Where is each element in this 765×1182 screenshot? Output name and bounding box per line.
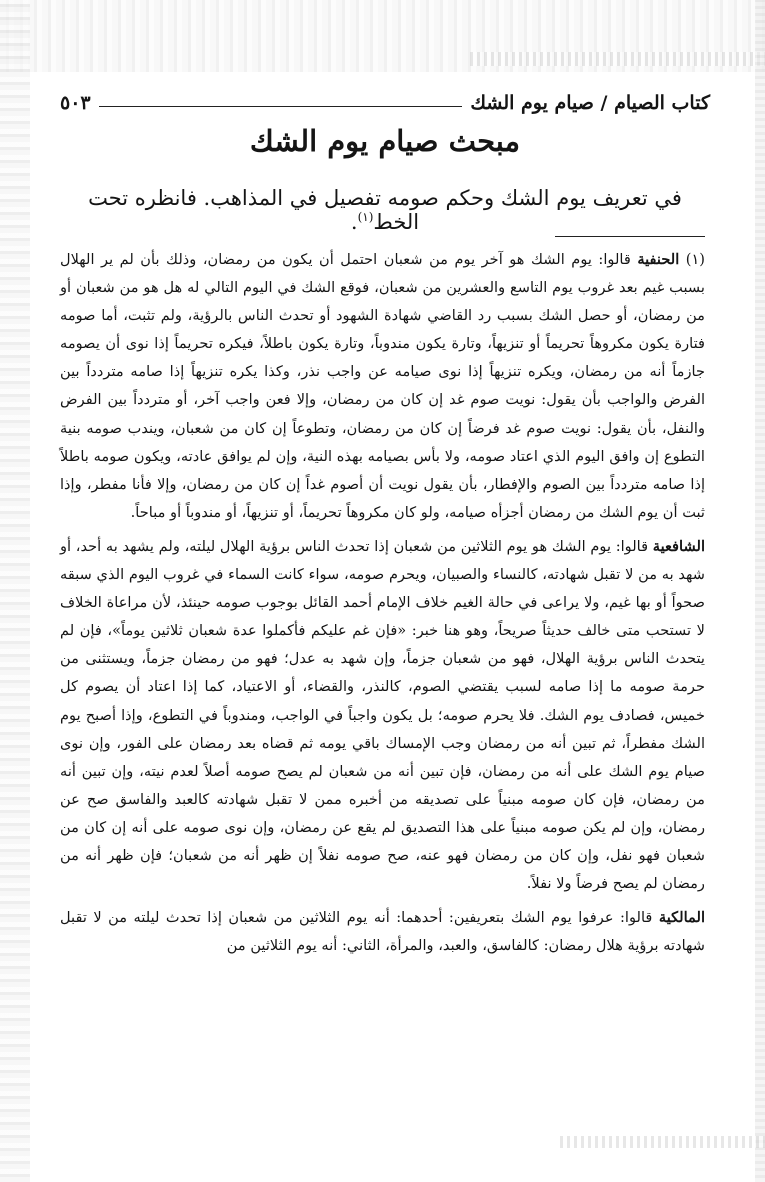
intro-paragraph — [60, 186, 710, 234]
scan-border-band-bottom — [560, 1136, 765, 1148]
footnote-maliki — [60, 904, 705, 960]
shafii-text: قالوا: يوم الشك هو يوم الثلاثين من شعبان إذا تحدث الناس برؤية الهلال ليلته، ولم يشهد به أحد، أو شهد به من لا تقبل شهادته، كالنساء والصبيان، ويحرم صومه، سواء كانت السماء في غروب اليوم الذي سبقه صحواً أو بها غيم، ولا يراعى في حالة الغيم خلاف الإمام أحمد القائل بوجوب صومه حينئذ، لأن مراعاة الخلاف لا تستحب متى خالف حديثاً صريحاً، وهو هنا خبر: «فإن غم عليكم فأكملوا عدة شعبان ثلاثين يوماً»، فإن لم يتحدث الناس برؤية الهلال، فهو من شعبان جزماً، وإن شهد به عدل؛ فهو من رمضان جزماً، ويستثنى من حرمة صومه ما إذا صامه لسبب يقتضي الصوم، كالنذر، والقضاء، أو الاعتياد، كما إذا اعتاد أن يصوم كل خميس، فصادف يوم الشك. فلا يحرم صومه؛ بل يكون واجباً في الواجب، ومندوباً في التطوع، وإذا أصبح يوم الشك مفطراً، ثم تبين أنه من رمضان وجب الإمساك باقي يومه ثم قضاه بعد رمضان على الفور، وإن نوى صيام يوم الشك على أنه من رمضان، فإن تبين أنه من شعبان لم يصح صومه أصلاً لعدم نيته، وإن تبين أنه من رمضان، فإن كان صومه مبنياً على تصديقه من أخبره ممن لا تقبل شهادته كالعبد والفاسق صح عن رمضان، وإن لم يكن صومه مبنياً على هذا التصديق لم يقع عن رمضان، وإن نوى صومه على أنه إن كان من شعبان فهو نفل، وإن كان من رمضان فهو عنه، صح صومه نفلاً إن ظهر أنه من شعبان؛ فإن ظهر أنه من رمضان لم يصح فرضاً ولا نفلاً. — [60, 537, 706, 893]
page-number: ٥٠٣ — [60, 92, 91, 114]
header-rule — [99, 106, 463, 107]
intro-text: في تعريف يوم الشك وحكم صومه تفصيل في المذاهب. فانظره تحت الخط — [88, 186, 682, 234]
school-name-hanafi: الحنفية — [637, 251, 680, 268]
running-header — [60, 84, 710, 114]
school-name-shafii: الشافعية — [652, 537, 705, 555]
footnote-shafii — [60, 533, 705, 898]
scan-edge-left — [0, 0, 30, 1182]
footnote-separator — [555, 236, 705, 237]
scan-edge-right — [755, 0, 765, 1182]
school-name-maliki: المالكية — [658, 909, 705, 927]
running-title: كتاب الصيام / صيام يوم الشك — [470, 92, 710, 114]
intro-end: . — [350, 210, 358, 234]
maliki-text: قالوا: عرفوا يوم الشك بتعريفين: أحدهما: أنه يوم الثلاثين من شعبان إذا تحدث ليلته من لا تقبل شهادته برؤية هلال رمضان: كالفاسق، والعبد، والمرأة، الثاني: أنه يوم الثلاثين من — [60, 909, 705, 955]
footnote-number: (١) — [685, 251, 705, 268]
hanafi-text: قالوا: يوم الشك هو آخر يوم من شعبان احتمل أن يكون من رمضان، وذلك بأن لم ير الهلال بسبب غيم بعد غروب يوم التاسع والعشرين من شعبان، فوقع الشك في اليوم التالي له هل هو من شعبان أو من رمضان، أو حصل الشك بسبب رد القاضي شهادة الشهود أو تحدث الناس بالرؤية، ولم تثبت، أما صومه فتارة يكون مكروهاً تحريماً أو تنزيهاً، وتارة يكون مندوباً، وتارة يكون باطلاً، فيكره تحريماً إذا نوى أن يصومه جازماً أنه من رمضان، ويكره تنزيهاً إذا نوى صيامه عن واجب نذر، وكذا يكره تنزيهاً إذا صامه متردداً بين الفرض والواجب بأن يقول: نويت صوم غد إن كان من رمضان، وإلا فعن واجب آخر، أو متردداً بين الفرض والنفل، بأن يقول: نويت صوم غد فرضاً إن كان من رمضان، وتطوعاً إن كان من شعبان، ويندب صومه بنية التطوع إن وافق اليوم الذي اعتاد صومه، ولا بأس بصيامه بهذه النية، وإن لم يوافق عادته، ويكون صومه باطلاً إذا صامه متردداً بين الصوم والإفطار، بأن يقول نويت أن أصوم غداً إن كان من رمضان، وإلا فأنا مفطر، وإذا ثبت أن يوم الشك من رمضان أجزأه صيامه، ولو كان مكروهاً تحريماً، أو تنزيهاً، أو مندوباً أو مباحاً. — [60, 251, 705, 521]
footnote-hanafi — [60, 246, 705, 527]
footnote-reference: (١) — [357, 210, 374, 224]
section-heading: مبحث صيام يوم الشك — [249, 124, 521, 158]
footnote — [60, 246, 705, 960]
scan-border-band-top — [470, 52, 765, 66]
